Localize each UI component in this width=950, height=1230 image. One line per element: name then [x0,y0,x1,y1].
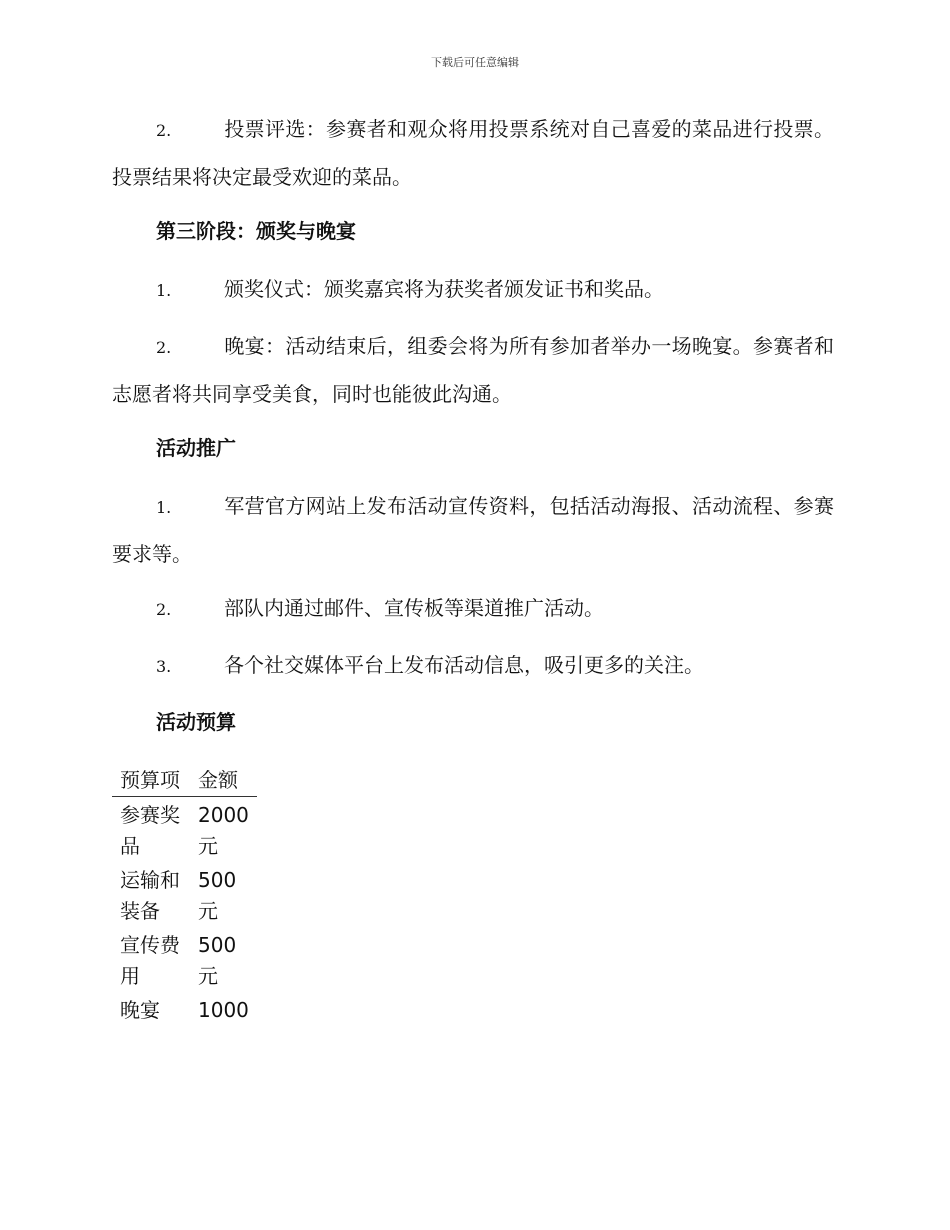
list-number: 3. [156,657,172,676]
column-header-item: 预算项 [112,765,190,797]
list-item [112,483,834,577]
list-item [112,106,834,200]
section-heading-stage3: 第三阶段：颁奖与晚宴 [156,219,356,243]
page-header: 下载后可任意编辑 [431,56,519,69]
table-row [112,927,257,992]
list-item [112,323,834,417]
column-header-amount: 金额 [190,765,257,797]
budget-amount-cell: 2000元 [198,803,249,858]
budget-amount-cell: 500元 [198,868,237,923]
section-heading-promotion: 活动推广 [156,436,236,460]
list-number: 2. [156,338,172,357]
budget-item-cell: 宣传费用 [120,933,180,988]
list-text: 晚宴：活动结束后，组委会将为所有参加者举办一场晚宴。参赛者和志愿者将共同享受美食，同时也能彼此沟通。 [112,334,834,406]
list-item [112,642,834,690]
list-item [112,266,834,314]
section-heading-budget: 活动预算 [156,710,236,734]
list-text: 部队内通过邮件、宣传板等渠道推广活动。 [224,596,604,620]
table-header-row [112,765,257,797]
list-text: 各个社交媒体平台上发布活动信息，吸引更多的关注。 [224,653,704,677]
list-number: 2. [156,600,172,619]
list-number: 1. [156,498,172,517]
budget-table [112,765,257,1026]
budget-amount-cell: 1000 [198,998,249,1022]
list-item [112,585,834,633]
table-row [112,862,257,927]
list-text: 军营官方网站上发布活动宣传资料，包括活动海报、活动流程、参赛要求等。 [112,494,834,566]
budget-item-cell: 参赛奖品 [120,803,180,858]
table-row [112,797,257,863]
list-text: 投票评选：参赛者和观众将用投票系统对自己喜爱的菜品进行投票。投票结果将决定最受欢迎的菜品。 [112,117,834,189]
budget-amount-cell: 500元 [198,933,237,988]
budget-item-cell: 运输和装备 [120,868,180,923]
list-number: 1. [156,281,172,300]
list-number: 2. [156,121,172,140]
list-text: 颁奖仪式：颁奖嘉宾将为获奖者颁发证书和奖品。 [224,277,664,301]
budget-item-cell: 晚宴 [120,998,160,1022]
table-row [112,992,257,1026]
